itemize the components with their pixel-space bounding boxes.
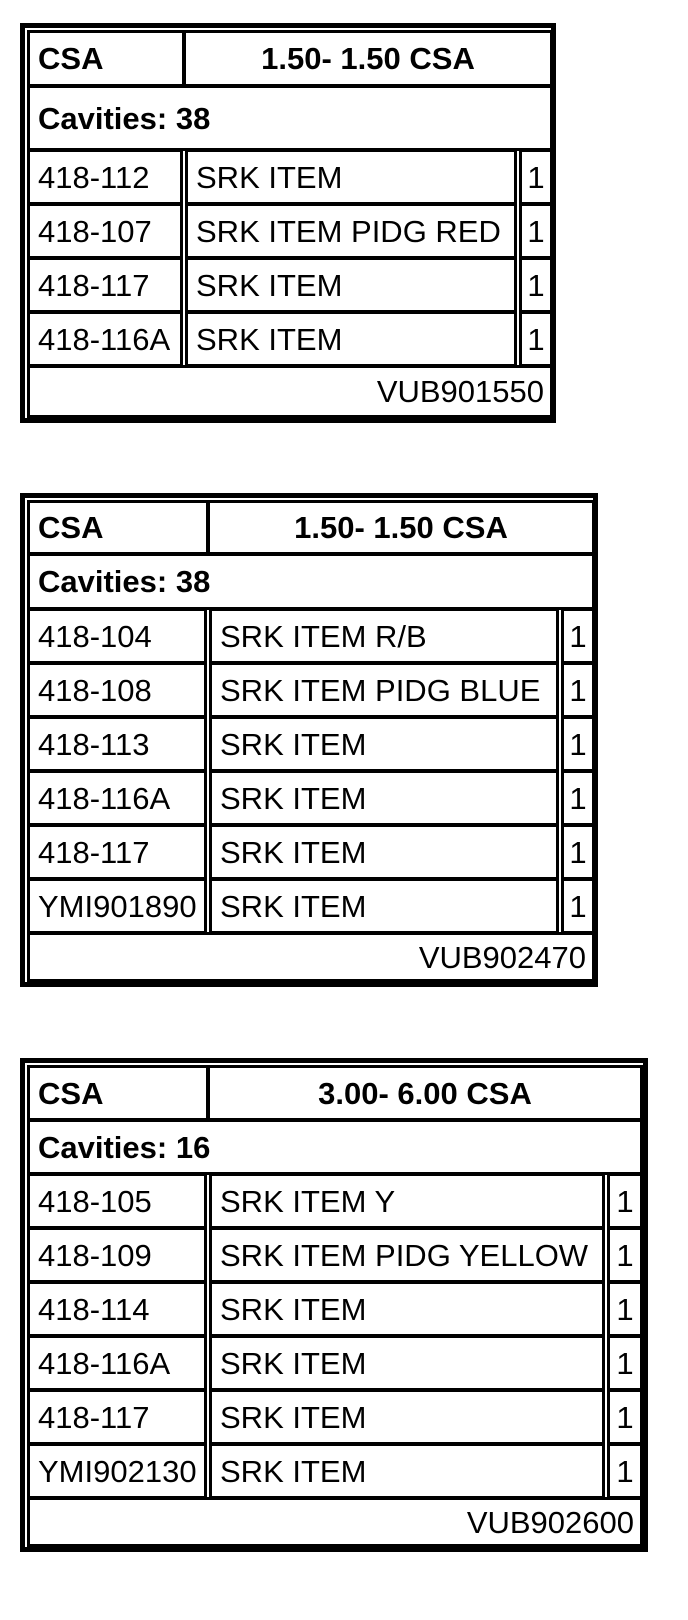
part-number: 418-108 <box>27 662 207 718</box>
item-description: SRK ITEM PIDG BLUE <box>209 662 559 718</box>
label-card <box>20 493 598 987</box>
item-description: SRK ITEM R/B <box>209 608 559 664</box>
part-number: 418-107 <box>27 203 183 259</box>
footer-code: VUB901550 <box>27 365 553 418</box>
part-number: 418-116A <box>27 770 207 826</box>
part-number: 418-112 <box>27 149 183 205</box>
part-number: 418-117 <box>27 257 183 313</box>
item-description: SRK ITEM <box>209 1443 605 1499</box>
part-number: 418-105 <box>27 1173 207 1229</box>
item-quantity: 1 <box>561 608 595 664</box>
item-description: SRK ITEM <box>185 149 517 205</box>
item-description: SRK ITEM <box>209 824 559 880</box>
item-quantity: 1 <box>519 311 553 367</box>
item-quantity: 1 <box>561 716 595 772</box>
item-quantity: 1 <box>561 662 595 718</box>
cavities-label: Cavities: 38 <box>27 553 595 610</box>
item-description: SRK ITEM PIDG RED <box>185 203 517 259</box>
item-quantity: 1 <box>607 1389 643 1445</box>
label-card <box>20 23 556 423</box>
item-quantity: 1 <box>519 149 553 205</box>
item-description: SRK ITEM <box>209 770 559 826</box>
part-number: 418-117 <box>27 824 207 880</box>
part-number: 418-104 <box>27 608 207 664</box>
item-description: SRK ITEM <box>209 1389 605 1445</box>
header-left: CSA <box>27 30 185 87</box>
header-right: 1.50- 1.50 CSA <box>207 500 595 555</box>
header-left: CSA <box>27 1065 209 1121</box>
item-description: SRK ITEM <box>209 716 559 772</box>
item-quantity: 1 <box>519 257 553 313</box>
item-quantity: 1 <box>519 203 553 259</box>
part-number: 418-113 <box>27 716 207 772</box>
header-left: CSA <box>27 500 209 555</box>
item-description: SRK ITEM <box>185 257 517 313</box>
item-description: SRK ITEM <box>209 878 559 934</box>
part-number: 418-116A <box>27 1335 207 1391</box>
part-number: 418-114 <box>27 1281 207 1337</box>
item-quantity: 1 <box>561 824 595 880</box>
item-description: SRK ITEM Y <box>209 1173 605 1229</box>
part-number: 418-116A <box>27 311 183 367</box>
header-right: 1.50- 1.50 CSA <box>183 30 553 87</box>
item-description: SRK ITEM PIDG YELLOW <box>209 1227 605 1283</box>
part-number: 418-109 <box>27 1227 207 1283</box>
item-quantity: 1 <box>607 1281 643 1337</box>
part-number: 418-117 <box>27 1389 207 1445</box>
label-card <box>20 1058 648 1552</box>
header-right: 3.00- 6.00 CSA <box>207 1065 643 1121</box>
part-number: YMI902130 <box>27 1443 207 1499</box>
item-description: SRK ITEM <box>209 1281 605 1337</box>
cavities-label: Cavities: 16 <box>27 1119 643 1175</box>
cavities-label: Cavities: 38 <box>27 85 553 151</box>
item-quantity: 1 <box>607 1335 643 1391</box>
item-description: SRK ITEM <box>185 311 517 367</box>
footer-code: VUB902470 <box>27 932 595 982</box>
item-quantity: 1 <box>607 1227 643 1283</box>
part-number: YMI901890 <box>27 878 207 934</box>
item-description: SRK ITEM <box>209 1335 605 1391</box>
item-quantity: 1 <box>607 1443 643 1499</box>
item-quantity: 1 <box>561 770 595 826</box>
item-quantity: 1 <box>607 1173 643 1229</box>
footer-code: VUB902600 <box>27 1497 643 1547</box>
item-quantity: 1 <box>561 878 595 934</box>
